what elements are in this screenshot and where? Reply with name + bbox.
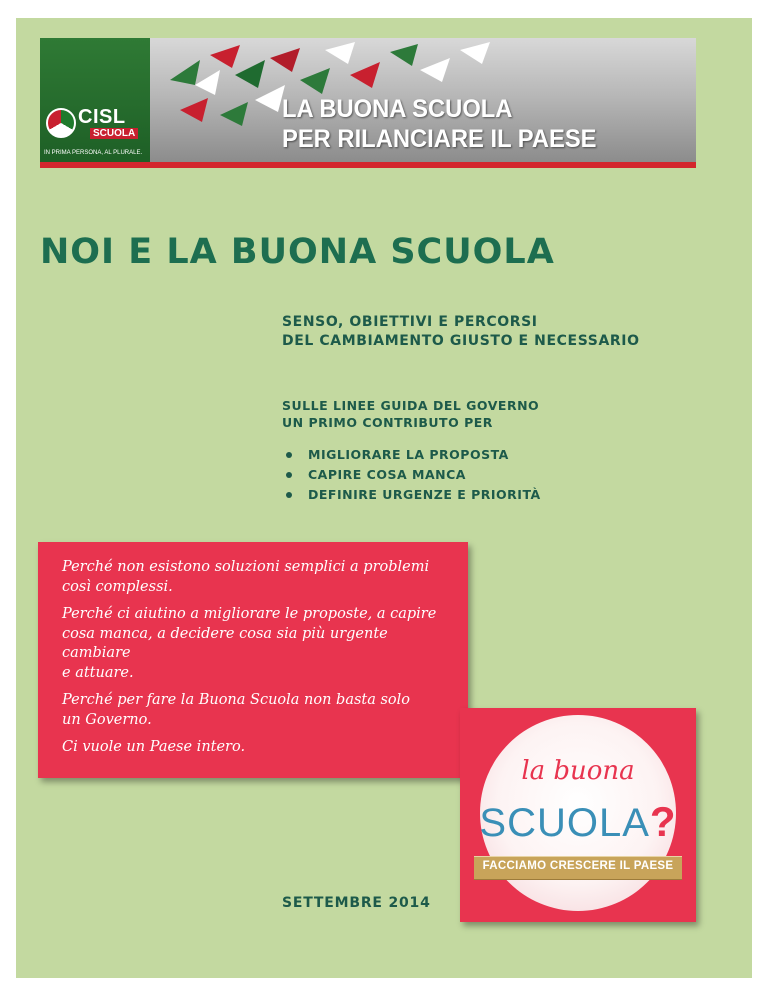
cisl-scuola-text: SCUOLA	[90, 128, 138, 139]
banner-title: LA BUONA SCUOLA PER RILANCIARE IL PAESE	[282, 95, 597, 153]
buona-scuola-logo	[460, 708, 696, 922]
cisl-logo-panel	[40, 38, 150, 168]
goal-list	[286, 445, 541, 505]
logo-main-text: SCUOLA?	[479, 798, 677, 845]
bullet-icon	[286, 492, 292, 498]
callout-text: Perché non esistono soluzioni semplici a problemi così complessi. Perché ci aiutino a migliorare le proposte, a capire cosa manca, a decidere cosa sia più urgente cambiare e attuare. Perché per fare la Buona Scuola non basta solo un Governo. Ci vuole un Paese intero.	[62, 559, 437, 755]
logo-script-text: la buona	[521, 756, 635, 786]
bullet-icon	[286, 472, 292, 478]
list-item: MIGLIORARE LA PROPOSTA	[286, 445, 541, 465]
callout-box	[38, 542, 468, 778]
document-title: NOI E LA BUONA SCUOLA	[40, 232, 555, 272]
list-item: CAPIRE COSA MANCA	[286, 465, 541, 485]
document-subtitle: SENSO, OBIETTIVI E PERCORSI DEL CAMBIAMENTO GIUSTO E NECESSARIO	[282, 314, 640, 349]
header-banner	[40, 38, 696, 168]
logo-ribbon: FACCIAMO CRESCERE IL PAESE	[474, 856, 682, 880]
intro-text: SULLE LINEE GUIDA DEL GOVERNO UN PRIMO CONTRIBUTO PER	[282, 398, 540, 430]
cisl-tagline: IN PRIMA PERSONA, AL PLURALE.	[44, 150, 143, 156]
bullet-icon	[286, 452, 292, 458]
publication-date: SETTEMBRE 2014	[282, 895, 431, 911]
banner-divider	[40, 162, 696, 168]
list-item: DEFINIRE URGENZE E PRIORITÀ	[286, 485, 541, 505]
cisl-emblem-icon	[46, 108, 76, 138]
question-mark-icon: ?	[649, 798, 677, 845]
cisl-logo-text: CISL	[78, 106, 126, 128]
